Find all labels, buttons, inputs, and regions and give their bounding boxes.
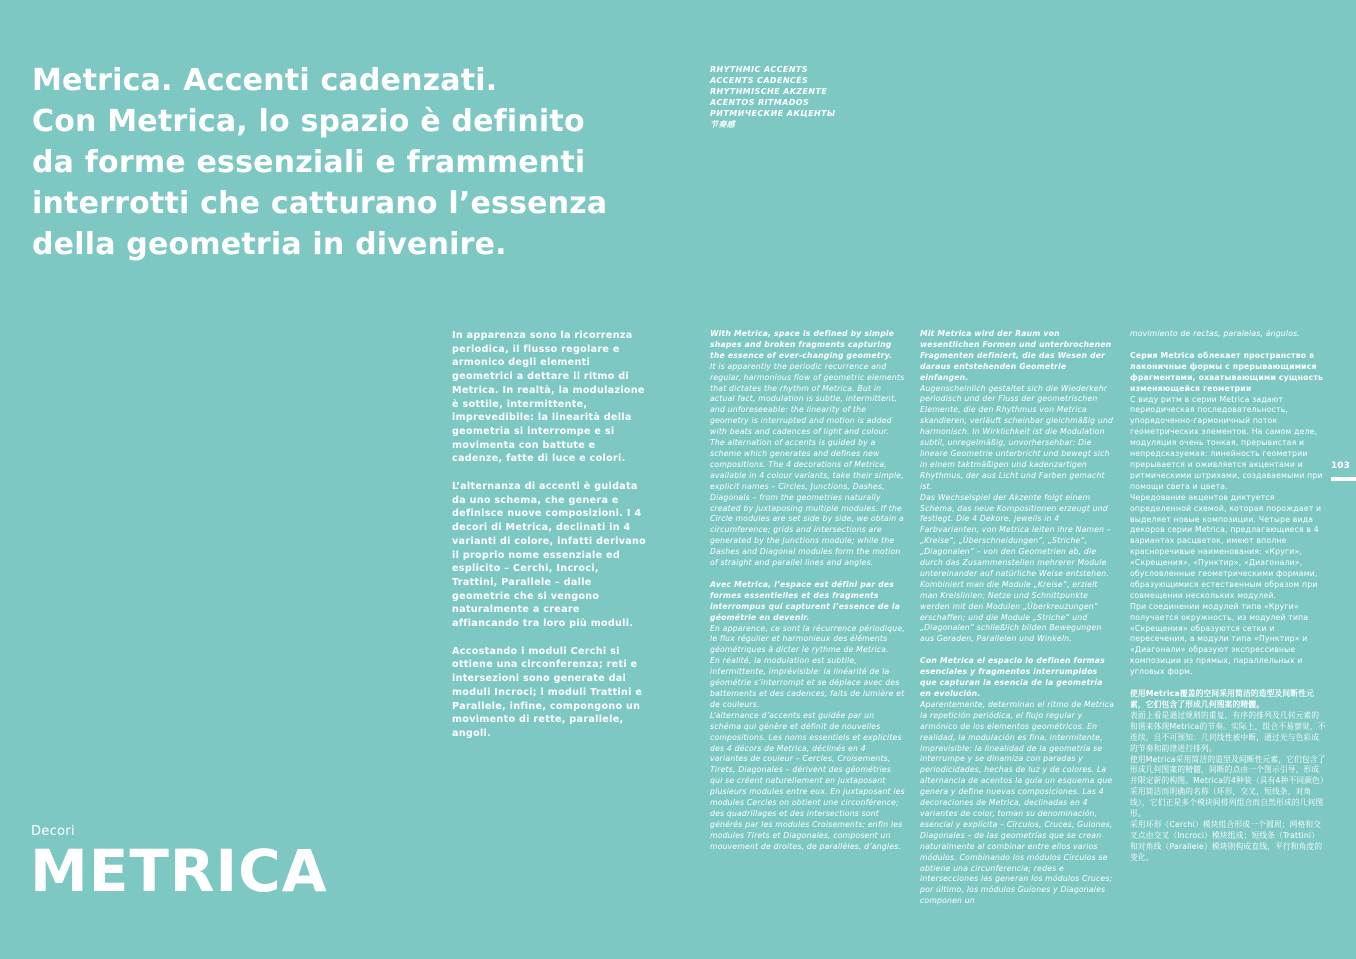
accent-titles xyxy=(710,64,836,130)
chinese-paragraph: 表面上看是通过规则的重复，有序的排列及几何元素的和谐来体现Metrica的节奏。实际上，组合不易察觉，不连续，且不可预知：几何线性被中断，通过光与色彩成的节奏和韵律进行排列。 xyxy=(1130,710,1326,753)
russian-paragraph: С виду ритм в серии Metrica задают периодическая последовательность, упорядоченно-гармоничный поток геометрических элементов. На самом деле, модуляция очень тонкая, прерывистая и непредсказуемая: линейность геометрии прерывается и оживляется акцентами и ритмическими штрихами, создаваемыми при помощи света и цвета. xyxy=(1130,394,1323,491)
russian-paragraph: При соединении модулей типа «Круги» получается окружность, из модулей типа «Скрещения» образуются сетки и пересечения, а модули типа «Пунктир» и «Диагонали» образуют экспрессивные композиции из прямых, параллельных и угловых форм. xyxy=(1130,601,1309,677)
headline-line: interrotti che catturano l’essenza xyxy=(32,186,608,221)
french-paragraph: En apparence, ce sont la récurrence périodique, le flux régulier et harmonieux des éléments géométriques à dicter le rythme de Metrica. xyxy=(710,623,905,655)
english-french-column xyxy=(710,329,906,853)
french-paragraph: L’alternance d’accents est guidée par un schéma qui génère et définit de nouvelles compositions. Les noms essentiels et explicites des 4 décors de Metrica, déclinés en 4 variantes de couleur – Cercles, Croisements, Tirets, Diagonales – dérivent des géométries qui se créent naturellement en juxtaposant plusieurs modules entre eux. En juxtaposant les modules Cercles on obtient une circonférence; des quadrillages et des intersections sont générés par les modules Croisements; enfin les modules Tirets et Diagonales, composent un mouvement de droites, de parallèles, d’angles. xyxy=(710,710,905,851)
german-paragraph: Augenscheinlich gestaltet sich die Wiederkehr periodisch und der Fluss der geometrischen Elemente, die den Rhythmus von Metrica skandieren, verläuft scheinbar gleichmäßig und harmonisch. In Wirklichkeit ist die Modulation subtil, unregelmäßig, unvorhersehbar: Die lineare Geometrie unterbricht und bewegt sich in einem taktmäßigen und kadenzartigen Rhythmus, der aus Licht und Farben gemacht ist. xyxy=(920,383,1114,491)
french-paragraph: En réalité, la modulation est subtile, intermittente, imprévisible: la linéarité de la géométrie s’interrompt et se déplace avec des battements et des cadences, faits de lumière et de couleurs. xyxy=(710,656,905,709)
chinese-paragraph: 使用Metrica采用简洁的造型及间断性元素，它们包含了形成几何图案的精髓，间断的点由一个图示引导，形成并限定新的构图。Metrica的4种装（具有4种不同颜色）采用简洁而明确的名称（环形，交叉，短线条，对角线），它们正是多个模块间排列组合而自然形成的几何图形。 xyxy=(1130,754,1326,819)
accent-title-fr: ACCENTS CADENCÉS xyxy=(710,76,809,85)
german-lead: Mit Metrica wird der Raum von wesentlichen Formen und unterbrochenen Fragmenten definiert, die das Wesen der daraus entstehenden Geometrie einfangen. xyxy=(920,329,1112,382)
spanish-continuation: movimiento de rectas, paralelas, ángulos. xyxy=(1130,329,1300,338)
headline-line: da forme essenziali e frammenti xyxy=(32,145,586,180)
russian-lead: Серия Metrica облекает пространство в лаконичные формы с прерывающимися фрагментами, охватывающими сущность изменяющейся геометрии xyxy=(1130,350,1324,393)
headline-line: della geometria in divenire. xyxy=(32,227,507,262)
italian-column xyxy=(452,329,648,755)
russian-chinese-column xyxy=(1130,329,1326,864)
english-lead: With Metrica, space is defined by simple shapes and broken fragments capturing the essence of ever-changing geometry. xyxy=(710,329,895,360)
page-number: 103 xyxy=(1331,461,1350,471)
brand-title: METRICA xyxy=(30,837,328,905)
chinese-paragraph: 采用环形（Cerchi）模块组合形成一个圆周；网格和交叉点由交叉（Incroci）模块组成；短线条（Trattini）和对角线（Parallele）模块则构成直线，平行和角度的变化。 xyxy=(1130,819,1323,862)
accent-title-zh: 节奏感 xyxy=(710,120,736,129)
italian-paragraph: Accostando i moduli Cerchi si ottiene una circonferenza; reti e intersezioni sono generate dai moduli Incroci; i moduli Trattini e Parallele, infine, compongono un movimento di rette, parallele, angoli. xyxy=(452,645,643,739)
russian-paragraph: Чередование акцентов диктуется определенной схемой, которая порождает и выделяет новые композиции. Четыре вида декоров серии Metrica, предлагающиеся в 4 вариантах расцветок, имеют вполне красноречивые наименования: «Круги», «Скрещения», «Пунктир», «Диагонали», обусловленные геометрическими формами, образующимися естественным образом при совмещении нескольких модулей. xyxy=(1130,492,1322,600)
spanish-lead: Con Metrica el espacio lo definen formas esenciales y fragmentos interrumpidos que capturan la esencia de la geometría en evolución. xyxy=(920,656,1105,698)
headline-line: Metrica. Accenti cadenzati. xyxy=(32,63,498,98)
series-label: Decori xyxy=(31,824,75,839)
german-spanish-column xyxy=(920,329,1116,907)
accent-title-ru: РИТМИЧЕСКИЕ АКЦЕНТЫ xyxy=(710,109,836,118)
chinese-lead: 使用Metrica覆盖的空间采用简洁的造型及间断性元素，它们包含了形成几何图案的精髓。 xyxy=(1130,689,1314,709)
accent-title-es: ACENTOS RITMADOS xyxy=(710,98,810,107)
italian-paragraph: L’alternanza di accenti è guidata da uno schema, che genera e definisce nuove composizioni. I 4 decori di Metrica, declinati in 4 varianti di colore, infatti derivano il proprio nome essenziale ed esplicito – Cerchi, Incroci, Trattini, Parallele – dalle geometrie che si vengono naturalmente a creare affiancando tra loro più moduli. xyxy=(452,481,647,630)
headline-line: Con Metrica, lo spazio è definito xyxy=(32,104,585,139)
headline xyxy=(32,60,632,265)
german-paragraph: Das Wechselspiel der Akzente folgt einem Schema, das neue Kompositionen erzeugt und festlegt. Die 4 Dekore, jeweils in 4 Farbvarianten, von Metrica leiten ihre Namen – „Kreise“, „Überschneidungen“, „Striche“, „Diagonalen“ – von den Geometrien ab, die durch das Zusammenstellen mehrerer Module untereinander auf natürliche Weise entstehen. Kombiniert man die Module „Kreise“, erzielt man Kreislinien; Netze und Schnittpunkte werden mit den Modulen „Überkreuzungen“ erschaffen; und die Module „Striche“ und „Diagonalen“ schließlich bilden Bewegungen aus Geraden, Parallelen und Winkeln. xyxy=(920,492,1111,644)
accent-title-en: RHYTHMIC ACCENTS xyxy=(710,65,808,74)
english-paragraph: The alternation of accents is guided by a scheme which generates and defines new compositions. The 4 decorations of Metrica, available in 4 colour variants, take their simple, explicit names – Circles, Junctions, Dashes, Diagonals – from the geometries naturally created by juxtaposing multiple modules. If the Circle modules are set side by side, we obtain a circumference; grids and intersections are generated by the Junctions module; while the Dashes and Diagonal modules form the motion of straight and parallel lines and angles. xyxy=(710,438,904,568)
spanish-paragraph: Aparentemente, determinan el ritmo de Metrica la repetición periódica, el flujo regular y armónico de los elementos geométricos. En realidad, la modulación es fina, intermitente, imprevisible: la linealidad de la geometría se interrumpe y se dinamiza con paradas y periodicidades, hechas de luz y de colores. La alternancia de acentos la guía un esquema que genera y define nuevas composiciones. Las 4 decoraciones de Metrica, declinadas en 4 variantes de color, toman su denominación, esencial y explícita – Círculos, Cruces, Guiones, Diagonales – de las geometrías que se crean naturalmente al combinar entre ellos varios módulos. Combinando los módulos Círculos se obtiene una circunferencia; redes e intersecciones las generan los módulos Cruces; por último, los módulos Guiones y Diagonales componen un xyxy=(920,699,1115,906)
page-marker-bar xyxy=(1331,477,1356,481)
italian-paragraph: In apparenza sono la ricorrenza periodica, il flusso regolare e armonico degli elementi geometrici a dettare il ritmo di Metrica. In realtà, la modulazione è sottile, intermittente, imprevedibile: la linearità della geometria si interrompe e si movimenta con battute e cadenze, fatte di luce e colori. xyxy=(452,330,645,465)
french-lead: Avec Metrica, l’espace est défini par des formes essentielles et des fragments interrompus qui capturent l’essence de la géométrie en devenir. xyxy=(710,579,901,622)
accent-title-de: RHYTHMISCHE AKZENTE xyxy=(710,87,828,96)
english-paragraph: It is apparently the periodic recurrence and regular, harmonious flow of geometric elements that dictates the rhythm of Metrica. But in actual fact, modulation is subtle, intermittent, and unforeseeable: the linearity of the geometry is interrupted and motion is added with beats and cadences of light and colour. xyxy=(710,361,905,437)
